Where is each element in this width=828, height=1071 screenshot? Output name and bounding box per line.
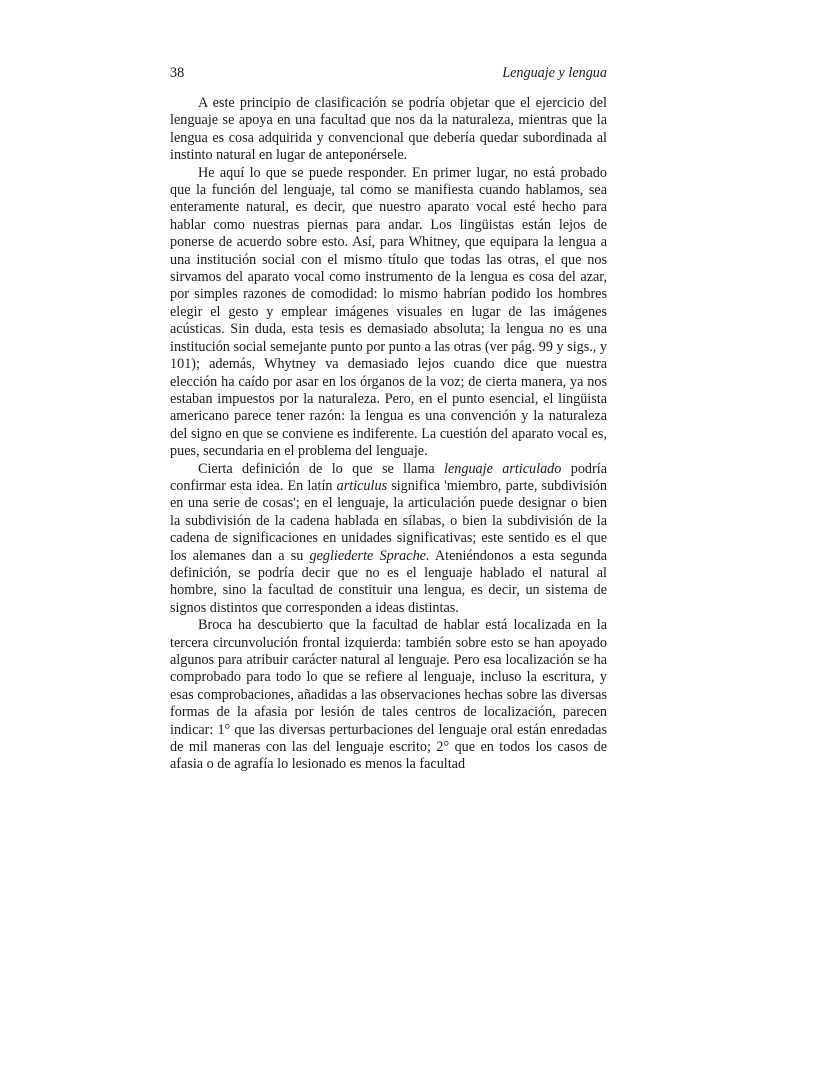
running-head bbox=[170, 63, 607, 83]
page-number: 38 bbox=[170, 65, 185, 81]
italic-term: lenguaje articulado bbox=[444, 460, 562, 477]
text-run: Cierta definición de lo que se llama bbox=[198, 460, 445, 477]
text-run: significa 'miembro, parte, subdivisión en una serie de cosas'; en el lenguaje, la articulación puede designar o bien la subdivisión de la cadena hablada en sílabas, o bien la subdivisión de la cadena de significaciones en unidades significativas; este sentido es el que los alemanes dan a su bbox=[170, 477, 607, 564]
paragraph: A este principio de clasificación se podría objetar que el ejercicio del lenguaje se apoya en una facultad que nos da la naturaleza, mientras que la lengua es cosa adquirida y convencional que debería quedar subordinada al instinto natural en lugar de anteponérsele. bbox=[170, 95, 607, 164]
italic-term: articulus bbox=[336, 477, 388, 494]
paragraph: Broca ha descubierto que la facultad de hablar está localizada en la tercera circunvolución frontal izquierda: también sobre esto se han apoyado algunos para atribuir carácter natural al lenguaje. Pero esa localización se ha comprobado para todo lo que se refiere al lenguaje, incluso la escritura, y esas comprobaciones, añadidas a las observaciones hechas sobre las diversas formas de la afasia por lesión de tales centros de localización, parecen indicar: 1° que las diversas perturbaciones del lenguaje oral están enredadas de mil maneras con las del lenguaje escrito; 2° que en todos los casos de afasia o de agrafía lo lesionado es menos la facultad bbox=[170, 617, 607, 773]
body-text bbox=[170, 95, 607, 774]
paragraph: He aquí lo que se puede responder. En primer lugar, no está probado que la función del lenguaje, tal como se manifiesta cuando hablamos, sea enteramente natural, es decir, que nuestro aparato vocal esté hecho para hablar como nuestras piernas para andar. Los lingüistas están lejos de ponerse de acuerdo sobre esto. Así, para Whitney, que equipara la lengua a una institución social con el mismo título que todas las otras, el que nos sirvamos del aparato vocal como instrumento de la lengua es cosa del azar, por simples razones de comodidad: lo mismo habrían podido los hombres elegir el gesto y emplear imágenes visuales en lugar de las imágenes acústicas. Sin duda, esta tesis es demasiado absoluta; la lengua no es una institución social semejante punto por punto a las otras (ver pág. 99 y sigs., y 101); además, Whytney va demasiado lejos cuando dice que nuestra elección ha caído por asar en los órganos de la voz; de cierta manera, ya nos estaban impuestos por la naturaleza. Pero, en el punto esencial, el lingüista americano parece tener razón: la lengua es una convención y la naturaleza del signo en que se conviene es indiferente. La cuestión del aparato vocal es, pues, secundaria en el problema del lenguaje. bbox=[170, 164, 607, 460]
running-title: Lenguaje y lengua bbox=[502, 65, 607, 81]
text-run: podría confirmar esta idea. En latín bbox=[170, 460, 607, 494]
paragraph bbox=[170, 461, 607, 618]
italic-term: gegliederte Sprache. bbox=[309, 547, 430, 564]
text-run: Ateniéndonos a esta segunda definición, se podría decir que no es el lenguaje hablado el natural al hombre, sino la facultad de constituir una lengua, es decir, un sistema de signos distintos que corresponden a ideas distintas. bbox=[170, 547, 607, 616]
